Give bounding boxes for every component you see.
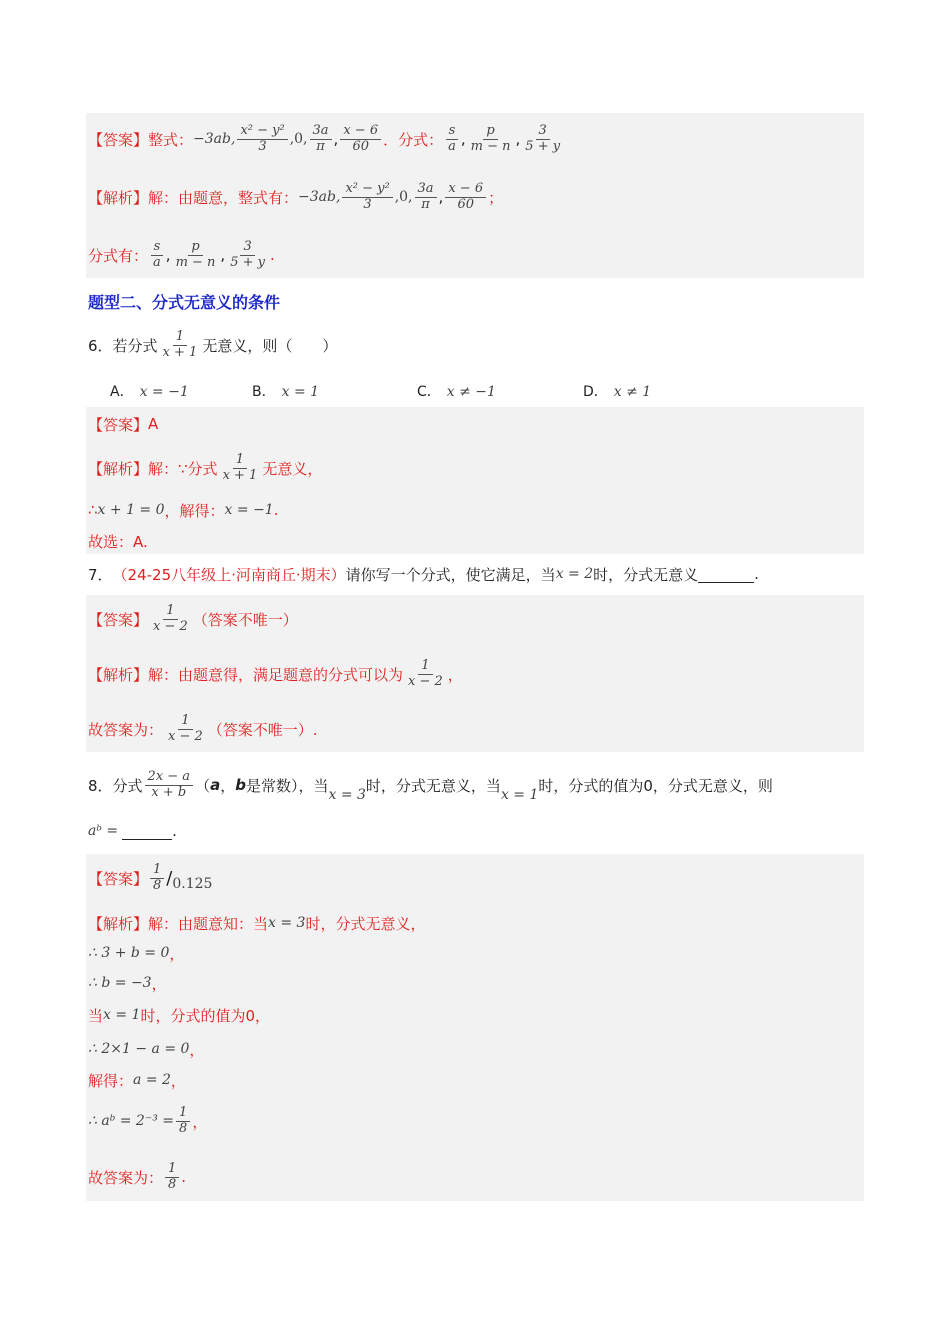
q8-step: 解得： a = 2 ， xyxy=(88,1071,186,1090)
q7-analysis-line: 【解析】 解：由题意得，满足题意的分式可以为 $\frac{1}{x - 2}$ ， xyxy=(88,657,463,689)
analysis-tag: 【解析】 xyxy=(88,665,149,684)
q6-answer-line xyxy=(88,413,158,435)
fraction: $\frac{1}{x - 2}$ xyxy=(153,602,188,634)
fraction: $\frac{\text{x² − y²}}{3}$ xyxy=(237,124,287,155)
q6-analysis-line-2: ∴ x + 1 = 0 ，解得： x = −1 . xyxy=(88,501,279,520)
q8-stem: 8．分式 $\frac{2x - a}{x + b}$ （ a ， b 是常数），当 x = 3 时，分式无意义，当 x = 1 时，分式的值为0，分式无意义，则 xyxy=(88,768,773,803)
fraction: $\frac{\text{x² − y²}}{3}$ xyxy=(342,182,392,213)
q8-step: 当 x = 1 时，分式的值为0， xyxy=(88,1006,270,1025)
fraction: $\frac{1}{x + 1}$ xyxy=(222,451,258,483)
answer-tag: 【答案】 xyxy=(88,610,149,629)
q8-answer-line: 【答案】 $\frac{1}{8}$ / 0.125 xyxy=(88,861,213,893)
answer-box-q8 xyxy=(86,854,864,1201)
answer-tag: 【答案】 xyxy=(88,869,149,888)
q8-step: ∴ 2×1 − a = 0 ， xyxy=(88,1040,205,1059)
q6-option-a[interactable]: A． x = −1 xyxy=(110,384,189,400)
fraction: $\frac{s}{a}$ xyxy=(150,240,164,271)
analysis-tag: 【解析】 xyxy=(88,459,149,478)
answer-blank[interactable] xyxy=(698,566,754,583)
answer-blank[interactable] xyxy=(122,823,172,840)
q5-answer-line: 【答案】 整式： −3ab, $\frac{\text{x² − y²}}{3}$ ,0, $\frac{3a}{\pi}$ , $\frac{x - 6}{60}$ ．分式： $\frac{s}{a}$ , $\frac{p}{m - n}$ , $\frac{3}{5 + y}$ xyxy=(88,118,565,160)
fraction: $\frac{s}{a}$ xyxy=(445,124,459,155)
fraction: $\frac{3a}{\pi}$ xyxy=(415,182,437,213)
analysis-tag: 【解析】 xyxy=(88,188,149,207)
q7-stem: 7． （24-25八年级上·河南商丘·期末） 请你写一个分式，使它满足，当 x = 2 时，分式无意义 . xyxy=(88,565,759,584)
q8-step: ∴ 3 + b = 0 ， xyxy=(88,944,185,963)
fraction: $\frac{x - 6}{60}$ xyxy=(340,124,381,155)
q7-conclusion: 故答案为： $\frac{1}{x - 2}$ （答案不唯一）. xyxy=(88,712,318,744)
fraction: $\frac{1}{x + 1}$ xyxy=(162,328,198,360)
fraction: $\frac{2x - a}{x + b}$ xyxy=(145,770,194,801)
q6-analysis-line: 【解析】 解：∵分式 $\frac{1}{x + 1}$ 无意义， xyxy=(88,451,323,483)
q5-analysis-line: 【解析】 解：由题意，整式有： −3ab, $\frac{\text{x² − y²}}{3}$ ,0, $\frac{3a}{\pi}$ , $\frac{x - 6}{60}$ ； xyxy=(88,180,504,212)
fraction: $\frac{1}{8}$ xyxy=(150,863,164,894)
q8-conclusion: 故答案为： $\frac{1}{8}$ . xyxy=(88,1160,187,1192)
q6-option-b[interactable]: B． x = 1 xyxy=(252,384,320,400)
fraction: $\frac{3}{5 + y}$ xyxy=(525,122,561,154)
fraction: $\frac{x - 6}{60}$ xyxy=(445,182,486,213)
q6-stem: 6．若分式 $\frac{1}{x + 1}$ 无意义，则（ ） xyxy=(88,328,338,360)
fraction: $\frac{1}{8}$ xyxy=(176,1106,190,1137)
answer-tag: 【答案】 xyxy=(88,415,149,434)
answer-value: A xyxy=(148,415,159,433)
fraction: $\frac{1}{8}$ xyxy=(165,1162,179,1193)
q6-option-c[interactable]: C． x ≠ −1 xyxy=(417,384,496,400)
analysis-tag: 【解析】 xyxy=(88,914,149,933)
fraction: $\frac{p}{m - n}$ xyxy=(175,238,216,270)
question-source: （24-25八年级上·河南商丘·期末） xyxy=(112,565,346,584)
q8-step: ∴ aᵇ = 2⁻³ = $\frac{1}{8}$ ， xyxy=(88,1104,208,1136)
q6-option-d[interactable]: D． x ≠ 1 xyxy=(583,384,652,400)
fraction: $\frac{1}{x - 2}$ xyxy=(408,657,443,689)
fraction: $\frac{3}{5 + y}$ xyxy=(230,238,265,270)
q8-step: ∴ b = −3 ， xyxy=(88,974,167,993)
q6-conclusion: 故选：A. xyxy=(88,532,148,551)
q8-stem-line-2: aᵇ = . xyxy=(88,822,177,840)
fraction: $\frac{1}{x - 2}$ xyxy=(168,712,203,744)
q5-fraction-line: 分式有： $\frac{s}{a}$ , $\frac{p}{m - n}$ , $\frac{3}{5 + y}$ . xyxy=(88,238,275,270)
q7-answer-line: 【答案】 $\frac{1}{x - 2}$ （答案不唯一） xyxy=(88,602,298,634)
answer-tag: 【答案】 xyxy=(88,130,149,149)
fraction: $\frac{3a}{\pi}$ xyxy=(310,124,332,155)
q8-analysis-line: 【解析】 解：由题意知：当 x = 3 时，分式无意义， xyxy=(88,914,426,933)
section-title: 题型二、分式无意义的条件 xyxy=(88,293,281,312)
fraction: $\frac{p}{m - n}$ xyxy=(470,122,511,154)
